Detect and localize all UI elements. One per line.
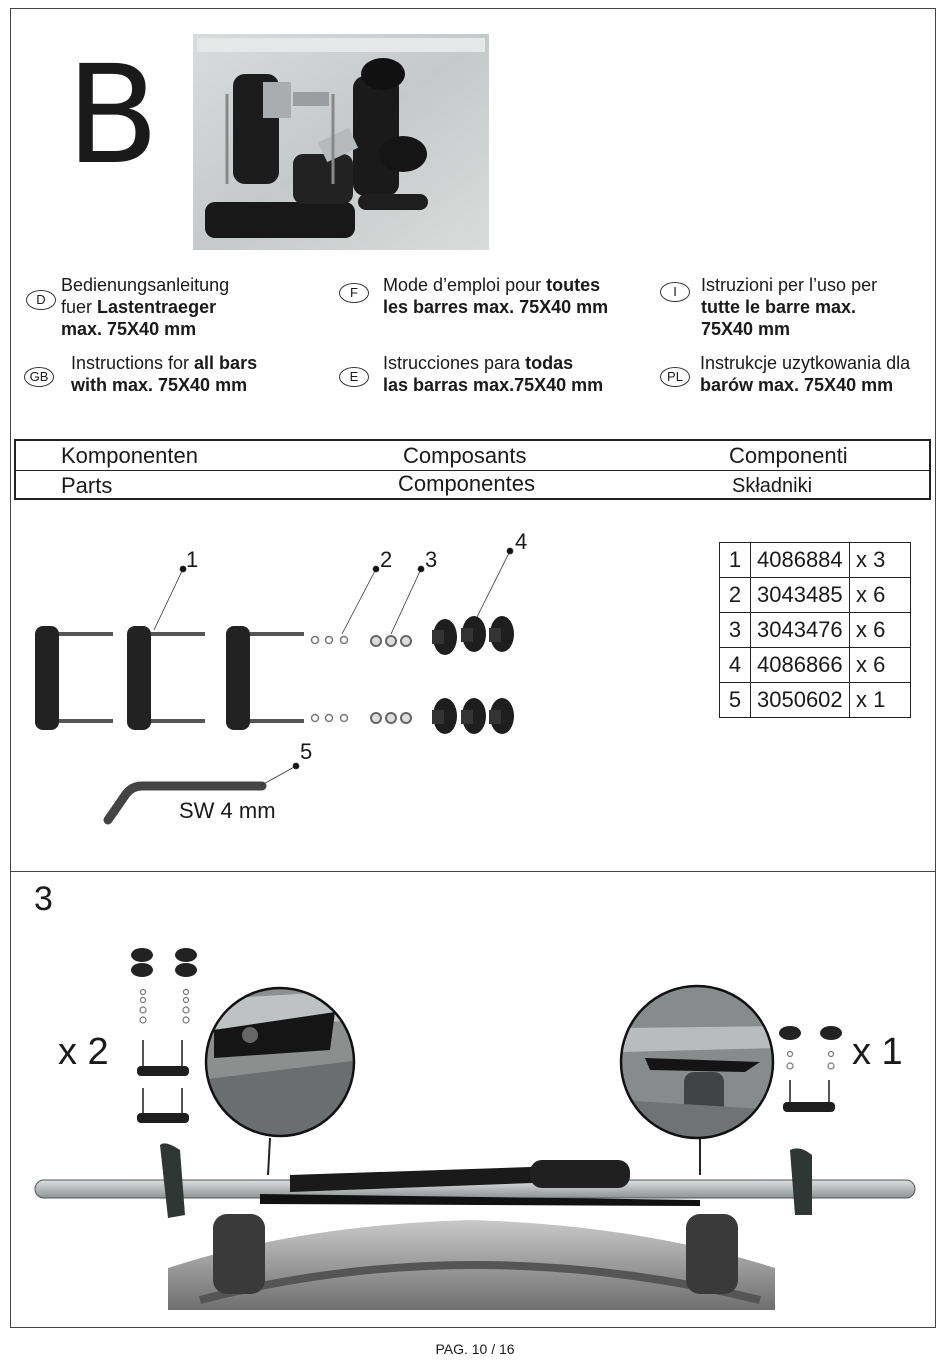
parts-header-en: Parts: [61, 473, 113, 498]
part-number: 4: [720, 648, 751, 683]
lang-badge-f: F: [339, 283, 369, 303]
part-code: 4086884: [751, 543, 850, 578]
lang-badge-e: E: [339, 367, 369, 387]
part-number: 2: [720, 578, 751, 613]
parts-header-es: Componentes: [398, 471, 535, 496]
step-number: 3: [34, 880, 53, 918]
parts-header-it: Componenti: [729, 443, 848, 468]
lang-text-f: Mode d’emploi pour toutes les barres max. 75X40 mm: [383, 275, 609, 317]
parts-header-pl: Składniki: [732, 475, 813, 497]
detail-zoom-right: [620, 986, 780, 1150]
parts-header-fr: Composants: [403, 443, 527, 468]
callout-4: 4: [515, 529, 528, 554]
left-multiplier: x 2: [58, 1031, 109, 1073]
lang-badge-gb: GB: [24, 367, 54, 387]
lang-badge-pl: PL: [660, 367, 690, 387]
lang-text-d: Bedienungsanleitung fuer Lastentraeger max. 75X40 mm: [61, 275, 230, 339]
part-number: 1: [720, 543, 751, 578]
lang-text-i: Istruzioni per l’uso per tutte le barre max. 75X40 mm: [701, 275, 878, 339]
lang-text-pl: Instrukcje uzytkowania dla barów max. 75X40 mm: [700, 353, 911, 395]
lang-text-gb: Instructions for all bars with max. 75X40 mm: [71, 353, 258, 395]
part-code: 3050602: [751, 683, 850, 718]
section-letter: B: [66, 37, 160, 195]
callout-3: 3: [425, 547, 438, 572]
part-qty: x 6: [850, 578, 911, 613]
lang-badge-i: I: [660, 282, 690, 302]
callout-1: 1: [186, 547, 199, 572]
roof-rack-photo: [35, 1138, 915, 1310]
lang-text-e: Istrucciones para todas las barras max.75X40 mm: [383, 353, 604, 395]
part-number: 3: [720, 613, 751, 648]
kit-left-icon: [131, 948, 197, 1123]
part-number: 5: [720, 683, 751, 718]
part-qty: x 6: [850, 648, 911, 683]
part-qty: x 3: [850, 543, 911, 578]
part-qty: x 6: [850, 613, 911, 648]
part-code: 3043485: [751, 578, 850, 613]
kit-right-icon: [779, 1026, 842, 1112]
page-number: PAG. 10 / 16: [435, 1341, 515, 1357]
detail-zoom-left: [200, 986, 360, 1150]
part-qty: x 1: [850, 683, 911, 718]
parts-header-de: Komponenten: [61, 443, 198, 468]
callout-5: 5: [300, 739, 313, 764]
lang-badge-d: D: [26, 290, 56, 310]
part-code: 4086866: [751, 648, 850, 683]
right-multiplier: x 1: [852, 1031, 903, 1073]
part-code: 3043476: [751, 613, 850, 648]
tool-size-label: SW 4 mm: [179, 798, 276, 823]
callout-2: 2: [380, 547, 393, 572]
